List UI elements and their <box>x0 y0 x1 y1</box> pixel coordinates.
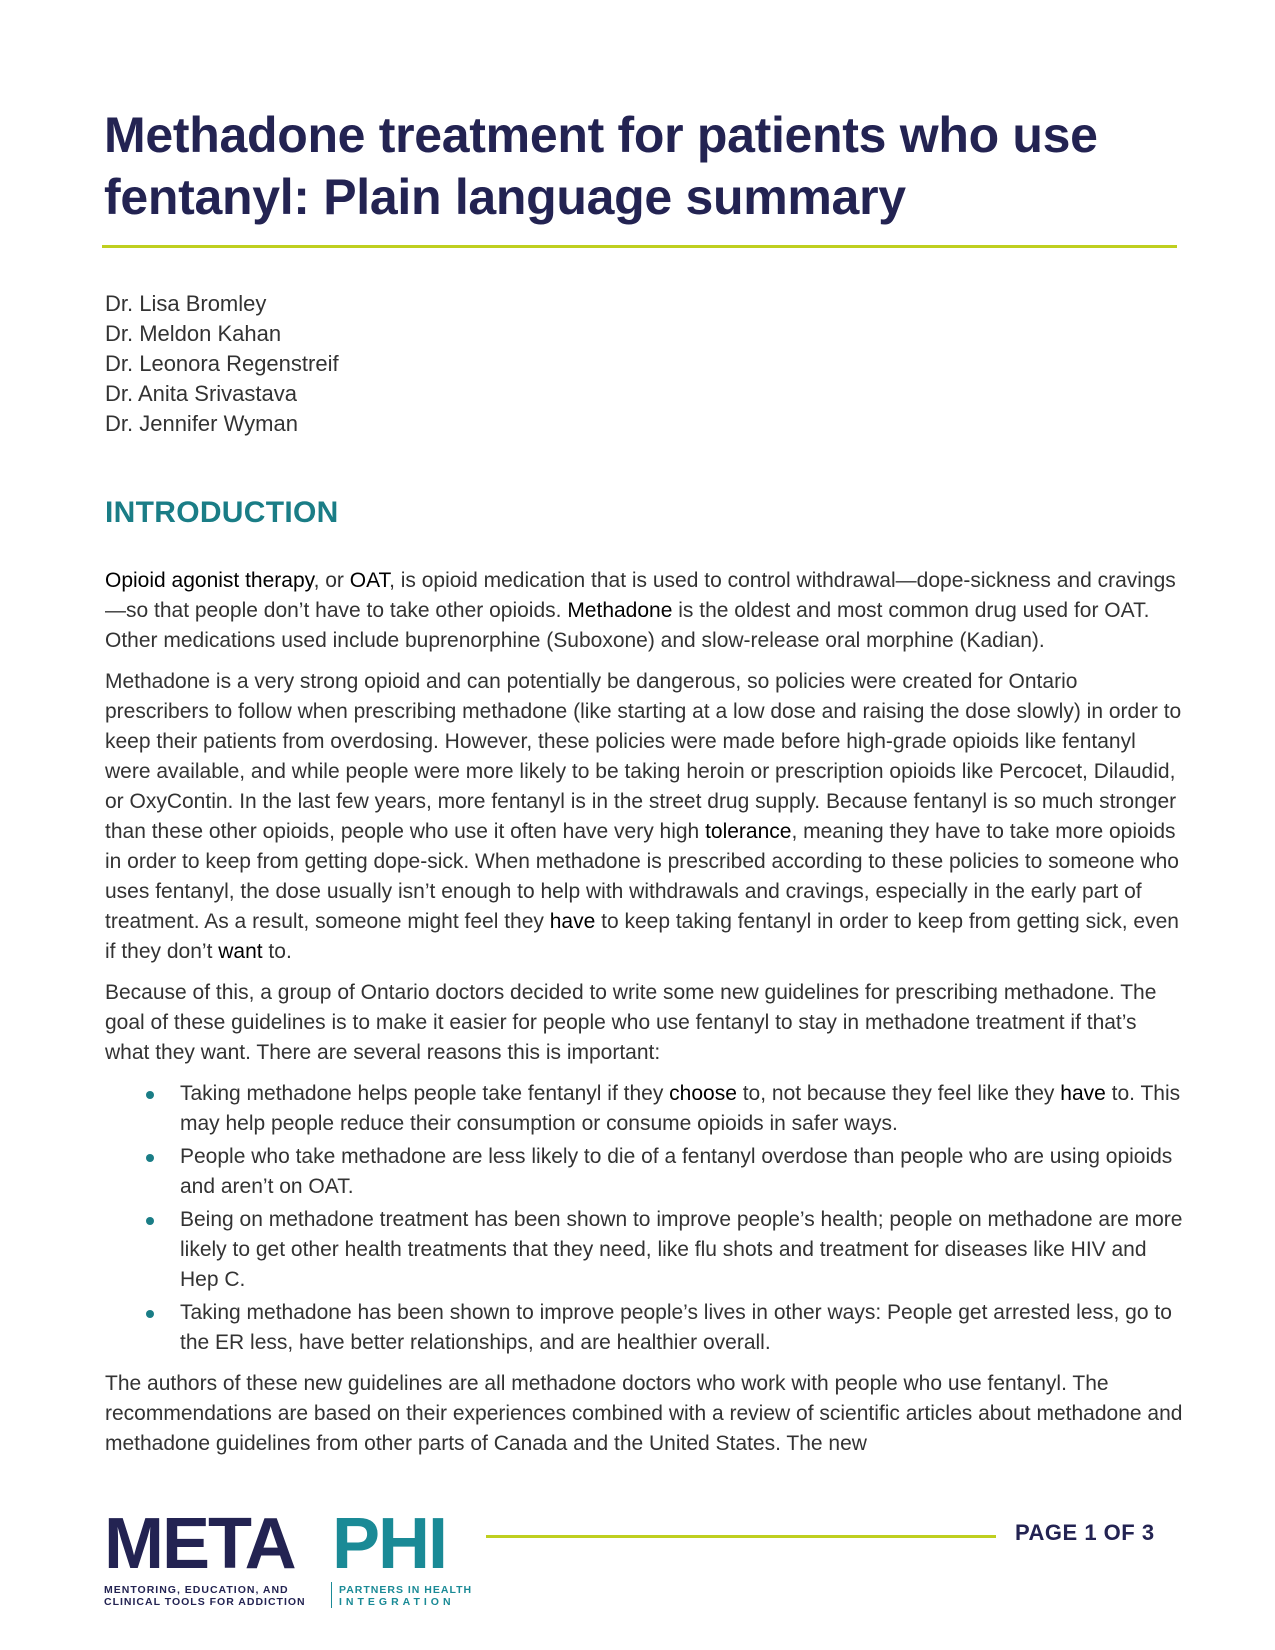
logo-tagline: PARTNERS IN HEALTH <box>339 1584 473 1596</box>
paragraph-authors-basis: The authors of these new guidelines are all methadone doctors who work with people who use fentanyl. The recommendations are based on their experiences combined with a review of scientific articles about methadone and methadone guidelines from other parts of Canada and the United States. The new <box>105 1372 1183 1455</box>
term-tolerance: tolerance <box>705 820 792 843</box>
paragraph-oat-definition: Opioid agonist therapy, or OAT, is opioid medication that is used to control withdrawal—dope-sickness and cravings—so that people don’t have to take other opioids. Methadone is the oldest and most common drug used for OAT. Other medications used include buprenorphine (Suboxone) and slow-release oral morphine (Kadian). <box>105 569 1176 652</box>
logo-divider <box>331 1582 332 1608</box>
paragraph-methadone-policies: Methadone is a very strong opioid and can potentially be dangerous, so policies were created for Ontario prescribers to follow when prescribing methadone (like starting at a low dose and raising the dose slowly) in order to keep their patients from overdosing. However, these policies were made before high-grade opioids like fentanyl were available, and while people were more likely to be taking heroin or prescription opioids like Percocet, Dilaudid, or OxyContin. In the last few years, more fentanyl is in the street drug supply. Because fentanyl is so much stronger than these other opioids, people who use it often have very high tolerance, meaning they have to take more opioids in order to keep from getting dope-sick. When methadone is prescribed according to these policies to someone who uses fentanyl, the dose usually isn’t enough to help with withdrawals and cravings, especially in the early part of treatment. As a result, someone might feel they have to keep taking fentanyl in order to keep from getting sick, even if they don’t want to. <box>105 670 1182 963</box>
title-divider <box>102 245 1177 248</box>
reasons-list <box>105 1079 1185 1358</box>
page-number: PAGE 1 OF 3 <box>1015 1520 1155 1545</box>
logo-meta-text: META <box>104 1504 295 1584</box>
logo-tagline: INTEGRATION <box>339 1596 455 1608</box>
list-item: People who take methadone are less likely to die of a fentanyl overdose than people who are using opioids and aren’t on OAT. <box>105 1142 1185 1202</box>
logo-tagline: MENTORING, EDUCATION, AND <box>104 1584 289 1596</box>
emphasis-choose: choose <box>669 1082 737 1105</box>
logo-tagline: CLINICAL TOOLS FOR ADDICTION <box>104 1596 306 1608</box>
author-name: Dr. Jennifer Wyman <box>105 411 298 436</box>
list-item: Taking methadone helps people take fentanyl if they choose to, not because they feel like they have to. This may help people reduce their consumption or consume opioids in safer ways. <box>105 1079 1185 1139</box>
bullet-icon <box>146 1091 154 1099</box>
metaphi-logo <box>104 1504 479 1608</box>
bullet-icon <box>146 1154 154 1162</box>
document-title: Methadone treatment for patients who use fentanyl: Plain language summary <box>104 107 1098 225</box>
term-opioid-agonist-therapy: Opioid agonist therapy <box>105 569 314 592</box>
emphasis-have: have <box>1060 1082 1106 1105</box>
author-name: Dr. Meldon Kahan <box>105 321 282 346</box>
body-text <box>105 566 1185 1470</box>
bullet-icon <box>146 1217 154 1225</box>
term-oat: OAT <box>349 569 390 592</box>
emphasis-have: have <box>549 910 596 933</box>
paragraph-new-guidelines: Because of this, a group of Ontario doctors decided to write some new guidelines for prescribing methadone. The goal of these guidelines is to make it easier for people who use fentanyl to stay in methadone treatment if that’s what they want. There are several reasons this is important: <box>105 981 1157 1064</box>
footer-divider <box>486 1535 996 1538</box>
term-methadone: Methadone <box>567 599 673 622</box>
author-name: Dr. Anita Srivastava <box>105 381 297 406</box>
bullet-icon <box>146 1310 154 1318</box>
author-name: Dr. Lisa Bromley <box>105 291 267 316</box>
author-list <box>105 289 339 439</box>
list-item: Being on methadone treatment has been shown to improve people’s health; people on methadone are more likely to get other health treatments that they need, like flu shots and treatment for diseases like HIV and Hep C. <box>105 1205 1185 1295</box>
section-heading-introduction: INTRODUCTION <box>105 496 339 529</box>
logo-phi-text: PHI <box>332 1504 447 1584</box>
emphasis-want: want <box>218 940 263 963</box>
list-item: Taking methadone has been shown to improve people’s lives in other ways: People get arrested less, go to the ER less, have better relationships, and are healthier overall. <box>105 1298 1185 1358</box>
author-name: Dr. Leonora Regenstreif <box>105 351 339 376</box>
